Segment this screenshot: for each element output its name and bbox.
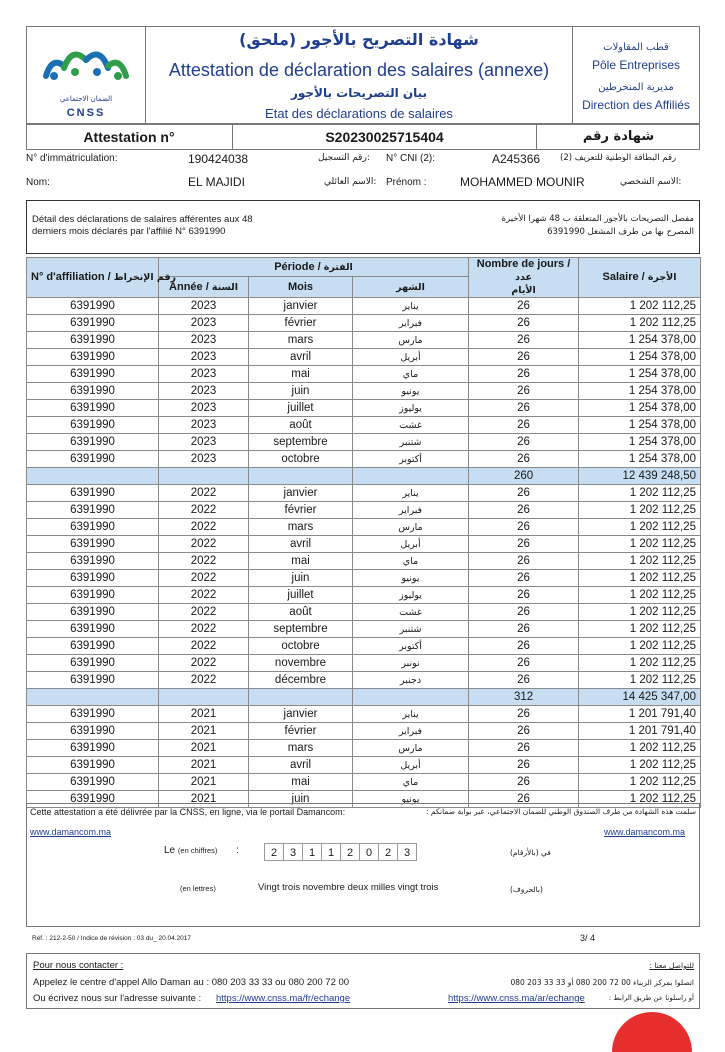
damancom-link-right[interactable]: www.damancom.ma — [604, 827, 686, 837]
date-en-chiffres-label: (en chiffres) — [177, 846, 218, 855]
subtotal-row — [27, 689, 701, 706]
subtotal-days: 260 — [469, 468, 579, 485]
cell-month-arabic: مارس — [353, 740, 469, 757]
cell-month: mai — [249, 774, 353, 791]
cell-days: 26 — [469, 757, 579, 774]
cell-month-arabic: غشت — [353, 417, 469, 434]
cell-salary: 1 254 378,00 — [579, 349, 701, 366]
cell-salary: 1 254 378,00 — [579, 332, 701, 349]
cell-month-arabic: أبريل — [353, 349, 469, 366]
cell-salary: 1 254 378,00 — [579, 366, 701, 383]
cell-days: 26 — [469, 400, 579, 417]
cnss-logo-icon — [34, 38, 138, 88]
cell-affiliation: 6391990 — [27, 604, 159, 621]
cell-month: novembre — [249, 655, 353, 672]
date-digit-box: 3 — [397, 843, 417, 861]
col-header-mois — [249, 277, 353, 298]
cell-month: mai — [249, 366, 353, 383]
cell-salary: 1 202 112,25 — [579, 519, 701, 536]
cell-month-arabic: أكتوبر — [353, 638, 469, 655]
subtotal-salary: 12 439 248,50 — [579, 468, 701, 485]
attestation-label: Attestation n° — [83, 129, 175, 145]
prenom-label: Prénom : — [386, 177, 427, 188]
col-header-jours-ar2: الأيام — [511, 285, 536, 296]
cell-month-arabic: غشت — [353, 604, 469, 621]
cell-affiliation: 6391990 — [27, 451, 159, 468]
cell-affiliation: 6391990 — [27, 553, 159, 570]
subtotal-blank — [249, 468, 353, 485]
col-header-salaire-fr: Salaire / — [602, 271, 645, 283]
cni-label-arabic: رقم البطاقة الوطنية للتعريف (2) — [560, 153, 677, 163]
cell-days: 26 — [469, 587, 579, 604]
cell-month: octobre — [249, 451, 353, 468]
cell-days: 26 — [469, 706, 579, 723]
detail-arabic-line1: مفصل التصريحات بالأجور المتعلقة ب 48 شهرا الأخيرة — [501, 214, 694, 224]
cell-salary: 1 254 378,00 — [579, 400, 701, 417]
col-header-annee-ar: السنة — [211, 281, 238, 293]
cell-salary: 1 202 112,25 — [579, 604, 701, 621]
table-row — [27, 570, 701, 587]
subtotal-blank — [27, 689, 159, 706]
attestation-number: S20230025715404 — [325, 129, 444, 145]
col-header-annee — [159, 277, 249, 298]
cell-month-arabic: ماي — [353, 366, 469, 383]
table-row — [27, 774, 701, 791]
col-header-mois-ar: الشهر — [396, 281, 425, 293]
cell-month: mai — [249, 553, 353, 570]
cell-affiliation: 6391990 — [27, 621, 159, 638]
red-corner-shape — [612, 1012, 692, 1052]
attestation-label-arabic: شهادة رقم — [582, 129, 655, 144]
cell-year: 2022 — [159, 553, 249, 570]
date-digit-box: 2 — [264, 843, 284, 861]
cell-affiliation: 6391990 — [27, 519, 159, 536]
col-header-periode-ar: الفترة — [323, 261, 353, 273]
cell-affiliation: 6391990 — [27, 400, 159, 417]
prenom-label-arabic: الاسم الشخصي: — [620, 177, 682, 187]
logo-arabic-text: الضمان الاجتماعي — [59, 95, 113, 103]
title-french: Attestation de déclaration des salaires (annexe) — [168, 60, 550, 80]
cell-days: 26 — [469, 332, 579, 349]
col-header-jours-fr: Nombre de jours / — [476, 258, 571, 270]
cell-affiliation: 6391990 — [27, 383, 159, 400]
salary-table — [26, 257, 701, 808]
cell-month-arabic: يناير — [353, 298, 469, 315]
cell-year: 2023 — [159, 400, 249, 417]
table-row — [27, 655, 701, 672]
cell-month-arabic: شتنبر — [353, 621, 469, 638]
cell-affiliation: 6391990 — [27, 706, 159, 723]
table-row — [27, 536, 701, 553]
page-number: 3/ 4 — [580, 933, 596, 943]
prenom-value: MOHAMMED MOUNIR — [460, 175, 585, 189]
table-row — [27, 400, 701, 417]
cell-days: 26 — [469, 774, 579, 791]
cell-month: septembre — [249, 434, 353, 451]
cell-salary: 1 202 112,25 — [579, 298, 701, 315]
cell-days: 26 — [469, 434, 579, 451]
cell-month: août — [249, 604, 353, 621]
cell-year: 2022 — [159, 502, 249, 519]
cell-year: 2021 — [159, 706, 249, 723]
table-row — [27, 434, 701, 451]
reference-text: Réf. : 212-2-50 / Indice de révision : 03 du_ 20.04.2017 — [32, 935, 191, 942]
table-row — [27, 723, 701, 740]
cell-days: 26 — [469, 604, 579, 621]
date-bil-huruf-arabic: (بالحروف) — [510, 885, 543, 894]
cell-affiliation: 6391990 — [27, 638, 159, 655]
cell-month: juillet — [249, 587, 353, 604]
cell-salary: 1 201 791,40 — [579, 723, 701, 740]
cell-salary: 1 202 112,25 — [579, 655, 701, 672]
logo-cnss-text: CNSS — [66, 107, 106, 119]
date-digit-box: 2 — [340, 843, 360, 861]
direction-french: Direction des Affiliés — [582, 98, 690, 112]
col-header-salaire — [579, 258, 701, 298]
cell-salary: 1 202 112,25 — [579, 638, 701, 655]
cell-affiliation: 6391990 — [27, 434, 159, 451]
subtitle-arabic: بيان التصريحات بالأجور — [290, 86, 428, 100]
contact-write-arabic: أو راسلونا عن طريق الرابط : — [608, 994, 694, 1002]
cell-month-arabic: أكتوبر — [353, 451, 469, 468]
immatriculation-label-arabic: رقم التسجيل: — [318, 153, 370, 163]
cell-month: avril — [249, 349, 353, 366]
cell-affiliation: 6391990 — [27, 536, 159, 553]
cell-affiliation: 6391990 — [27, 485, 159, 502]
cell-salary: 1 202 112,25 — [579, 570, 701, 587]
cell-month: juin — [249, 383, 353, 400]
table-row — [27, 621, 701, 638]
cell-year: 2022 — [159, 621, 249, 638]
col-header-periode-fr: Période / — [274, 260, 321, 273]
cell-month-arabic: يونيو — [353, 570, 469, 587]
cell-month-arabic: ماي — [353, 774, 469, 791]
cell-days: 26 — [469, 740, 579, 757]
table-row — [27, 740, 701, 757]
subtotal-blank — [249, 689, 353, 706]
cell-affiliation: 6391990 — [27, 298, 159, 315]
date-digit-box: 2 — [378, 843, 398, 861]
subtotal-salary: 14 425 347,00 — [579, 689, 701, 706]
cell-days: 26 — [469, 349, 579, 366]
cell-month-arabic: فبراير — [353, 315, 469, 332]
contact-phone-french: Appelez le centre d'appel Allo Daman au : 080 203 33 33 ou 080 200 72 00 — [33, 977, 350, 988]
col-header-mois-fr: Mois — [287, 280, 314, 293]
cell-month: février — [249, 502, 353, 519]
cell-year: 2021 — [159, 774, 249, 791]
cell-month-arabic: أبريل — [353, 536, 469, 553]
cell-days: 26 — [469, 723, 579, 740]
table-row — [27, 604, 701, 621]
cell-days: 26 — [469, 485, 579, 502]
subtotal-blank — [353, 468, 469, 485]
cell-affiliation: 6391990 — [27, 315, 159, 332]
detail-arabic-line2: المصرح بها من طرف المشغل 6391990 — [547, 227, 694, 237]
cell-affiliation: 6391990 — [27, 774, 159, 791]
col-header-jours — [469, 258, 579, 298]
col-header-jours-ar: عدد — [515, 272, 532, 283]
cell-affiliation: 6391990 — [27, 417, 159, 434]
table-row — [27, 298, 701, 315]
cell-days: 26 — [469, 638, 579, 655]
cell-year: 2022 — [159, 672, 249, 689]
cell-month-arabic: يناير — [353, 485, 469, 502]
cell-month: avril — [249, 536, 353, 553]
cell-salary: 1 254 378,00 — [579, 434, 701, 451]
cell-month-arabic: يونيو — [353, 383, 469, 400]
cell-year: 2022 — [159, 587, 249, 604]
cell-year: 2023 — [159, 298, 249, 315]
table-row — [27, 383, 701, 400]
cell-year: 2021 — [159, 791, 249, 808]
date-digit-box: 0 — [359, 843, 379, 861]
table-row — [27, 638, 701, 655]
cell-days: 26 — [469, 570, 579, 587]
table-row — [27, 706, 701, 723]
contact-title-french: Pour nous contacter : — [33, 960, 124, 971]
contact-link-arabic[interactable]: https://www.cnss.ma/ar/echange — [448, 993, 585, 1004]
delivery-box — [26, 803, 700, 927]
cell-year: 2023 — [159, 451, 249, 468]
direction-arabic: مديرية المنخرطين — [598, 82, 674, 93]
cell-days: 26 — [469, 298, 579, 315]
pole-arabic: قطب المقاولات — [603, 42, 669, 53]
subtitle-french: Etat des déclarations de salaires — [265, 106, 453, 121]
cell-month: janvier — [249, 485, 353, 502]
cell-year: 2022 — [159, 638, 249, 655]
cell-year: 2022 — [159, 536, 249, 553]
date-en-lettres-label: (en lettres) — [180, 884, 216, 893]
cell-affiliation: 6391990 — [27, 723, 159, 740]
table-row — [27, 366, 701, 383]
contact-phone-arabic: اتصلوا بمركز الزبناء 00 72 200 080 أو 33 33 203 080 — [510, 978, 694, 987]
cell-year: 2021 — [159, 723, 249, 740]
cell-month-arabic: فبراير — [353, 723, 469, 740]
cell-month: juillet — [249, 400, 353, 417]
table-row — [27, 332, 701, 349]
cell-year: 2022 — [159, 655, 249, 672]
nom-label: Nom: — [26, 177, 50, 188]
cell-salary: 1 254 378,00 — [579, 417, 701, 434]
cell-days: 26 — [469, 315, 579, 332]
cell-year: 2023 — [159, 434, 249, 451]
cell-affiliation: 6391990 — [27, 570, 159, 587]
cnss-logo — [34, 38, 138, 118]
cell-month-arabic: دجنبر — [353, 672, 469, 689]
cell-salary: 1 202 112,25 — [579, 587, 701, 604]
nom-value: EL MAJIDI — [188, 175, 245, 189]
cell-affiliation: 6391990 — [27, 672, 159, 689]
cell-salary: 1 202 112,25 — [579, 774, 701, 791]
immatriculation-value: 190424038 — [188, 152, 249, 166]
salary-table-body — [27, 298, 701, 808]
cni-value: A245366 — [492, 152, 541, 166]
date-digit-box: 1 — [321, 843, 341, 861]
col-header-affiliation-ar: رقم الإنخراط — [113, 272, 177, 283]
cell-year: 2023 — [159, 332, 249, 349]
col-header-affiliation — [27, 258, 177, 298]
title-arabic: شهادة التصريح بالأجور (ملحق) — [239, 30, 479, 49]
cell-salary: 1 254 378,00 — [579, 451, 701, 468]
col-header-mois-arabic — [353, 277, 469, 298]
cell-year: 2023 — [159, 315, 249, 332]
cell-days: 26 — [469, 621, 579, 638]
cell-days: 26 — [469, 417, 579, 434]
subtotal-days: 312 — [469, 689, 579, 706]
cell-month-arabic: يوليوز — [353, 587, 469, 604]
date-le-label — [164, 845, 239, 856]
cell-month: janvier — [249, 298, 353, 315]
cell-month: février — [249, 723, 353, 740]
cell-month: août — [249, 417, 353, 434]
cell-affiliation: 6391990 — [27, 332, 159, 349]
subtotal-blank — [27, 468, 159, 485]
contact-write-french: Ou écrivez nous sur l'adresse suivante : — [33, 993, 202, 1004]
cni-label: N° CNI (2): — [386, 153, 435, 164]
cell-salary: 1 202 112,25 — [579, 757, 701, 774]
subtotal-blank — [353, 689, 469, 706]
cell-year: 2022 — [159, 570, 249, 587]
cell-salary: 1 202 112,25 — [579, 485, 701, 502]
table-row — [27, 417, 701, 434]
table-row — [27, 757, 701, 774]
cell-month: janvier — [249, 706, 353, 723]
damancom-link-left[interactable]: www.damancom.ma — [30, 827, 112, 837]
cell-salary: 1 202 112,25 — [579, 536, 701, 553]
cell-month: mars — [249, 332, 353, 349]
cell-days: 26 — [469, 502, 579, 519]
cell-month-arabic: نونبر — [353, 655, 469, 672]
cell-salary: 1 202 112,25 — [579, 621, 701, 638]
table-row — [27, 315, 701, 332]
cell-year: 2023 — [159, 417, 249, 434]
cell-year: 2022 — [159, 485, 249, 502]
contact-link-french[interactable]: https://www.cnss.ma/fr/echange — [216, 993, 351, 1004]
cell-days: 26 — [469, 655, 579, 672]
contact-title-arabic: للتواصل معنا : — [649, 961, 694, 970]
cell-salary: 1 254 378,00 — [579, 383, 701, 400]
cell-month: décembre — [249, 672, 353, 689]
cell-salary: 1 202 112,25 — [579, 502, 701, 519]
col-header-periode — [159, 258, 469, 277]
cell-days: 26 — [469, 366, 579, 383]
date-fi-arabic: في (بالأرقام) — [510, 848, 551, 857]
col-header-affiliation-fr: N° d'affiliation / — [31, 271, 111, 283]
cell-days: 26 — [469, 519, 579, 536]
cell-year: 2022 — [159, 604, 249, 621]
cell-affiliation: 6391990 — [27, 655, 159, 672]
delivery-text-arabic: سلمت هذه الشهادة من طرف الصندوق الوطني للضمان الاجتماعي، عبر بوابة ضمانكم : — [425, 807, 696, 816]
cell-month: février — [249, 315, 353, 332]
cell-month-arabic: ماي — [353, 553, 469, 570]
cell-month: septembre — [249, 621, 353, 638]
cell-salary: 1 202 112,25 — [579, 315, 701, 332]
detail-french-line1: Détail des déclarations de salaires afférentes aux 48 — [32, 214, 253, 225]
cell-affiliation: 6391990 — [27, 757, 159, 774]
col-header-salaire-ar: الأجرة — [647, 272, 677, 283]
cell-salary: 1 201 791,40 — [579, 706, 701, 723]
table-row — [27, 502, 701, 519]
cell-year: 2022 — [159, 519, 249, 536]
cell-month: juin — [249, 791, 353, 808]
table-row — [27, 553, 701, 570]
cell-month: octobre — [249, 638, 353, 655]
subtotal-row — [27, 468, 701, 485]
table-row — [27, 672, 701, 689]
cell-affiliation: 6391990 — [27, 587, 159, 604]
cell-year: 2023 — [159, 366, 249, 383]
table-row — [27, 451, 701, 468]
cell-month-arabic: يوليوز — [353, 400, 469, 417]
cell-month-arabic: يناير — [353, 706, 469, 723]
date-le-text: Le — [164, 845, 176, 856]
cell-days: 26 — [469, 451, 579, 468]
cell-month-arabic: مارس — [353, 332, 469, 349]
pole-french: Pôle Entreprises — [591, 58, 681, 72]
subtotal-blank — [159, 468, 249, 485]
cell-month: mars — [249, 740, 353, 757]
cell-year: 2023 — [159, 349, 249, 366]
cell-days: 26 — [469, 383, 579, 400]
cell-affiliation: 6391990 — [27, 502, 159, 519]
cell-month-arabic: شتنبر — [353, 434, 469, 451]
nom-label-arabic: الاسم العائلي: — [324, 177, 377, 187]
immatriculation-label: N° d'immatriculation: — [26, 153, 118, 164]
table-row — [27, 485, 701, 502]
cell-month-arabic: أبريل — [353, 757, 469, 774]
cell-days: 26 — [469, 536, 579, 553]
date-digit-box: 1 — [302, 843, 322, 861]
cell-year: 2023 — [159, 383, 249, 400]
table-row — [27, 587, 701, 604]
cell-days: 26 — [469, 553, 579, 570]
table-row — [27, 349, 701, 366]
cell-month: juin — [249, 570, 353, 587]
cell-month: mars — [249, 519, 353, 536]
cell-year: 2021 — [159, 757, 249, 774]
cell-salary: 1 202 112,25 — [579, 791, 701, 808]
cell-salary: 1 202 112,25 — [579, 672, 701, 689]
cell-salary: 1 202 112,25 — [579, 740, 701, 757]
date-words: Vingt trois novembre deux milles vingt trois — [258, 882, 439, 893]
cell-affiliation: 6391990 — [27, 366, 159, 383]
cell-month: avril — [249, 757, 353, 774]
cell-affiliation: 6391990 — [27, 349, 159, 366]
cell-month-arabic: مارس — [353, 519, 469, 536]
cell-month-arabic: يونيو — [353, 791, 469, 808]
table-row — [27, 519, 701, 536]
cell-salary: 1 202 112,25 — [579, 553, 701, 570]
cell-affiliation: 6391990 — [27, 791, 159, 808]
col-header-annee-fr: Année / — [169, 280, 209, 293]
cell-days: 26 — [469, 791, 579, 808]
date-digit-box: 3 — [283, 843, 303, 861]
delivery-text-french: Cette attestation a été délivrée par la CNSS, en ligne, via le portail Damancom: — [30, 807, 346, 817]
subtotal-blank — [159, 689, 249, 706]
cell-month-arabic: فبراير — [353, 502, 469, 519]
date-colon: : — [236, 845, 239, 856]
cell-year: 2021 — [159, 740, 249, 757]
cell-days: 26 — [469, 672, 579, 689]
date-digits — [264, 843, 416, 861]
cell-affiliation: 6391990 — [27, 740, 159, 757]
detail-french-line2: derniers mois déclarés par l'affilié N° 6391990 — [32, 226, 226, 237]
